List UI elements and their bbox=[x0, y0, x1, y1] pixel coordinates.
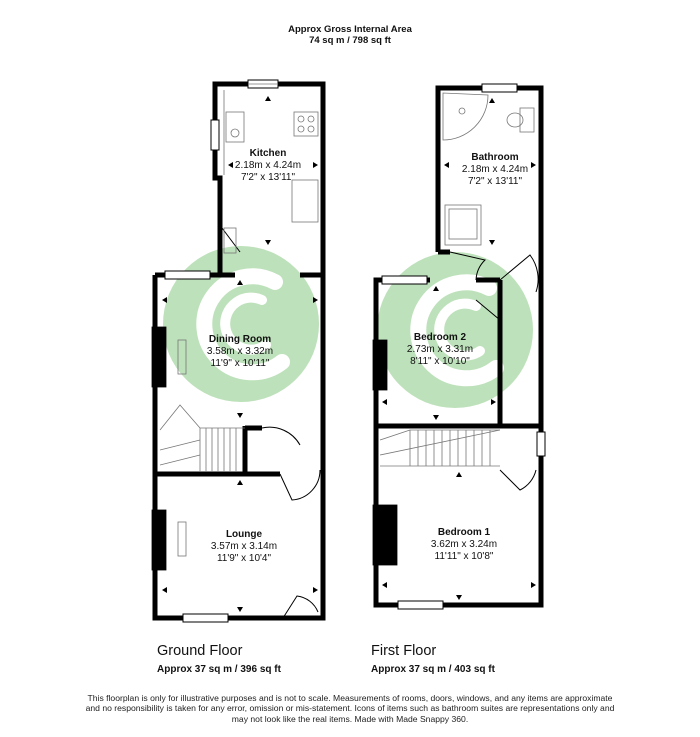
room-metric: 2.73m x 3.31m bbox=[406, 344, 474, 355]
room-name: Dining Room bbox=[208, 334, 272, 345]
room-name: Bathroom bbox=[471, 152, 519, 163]
disclaimer-line: This floorplan is only for illustrative purposes and is not to scale. Measurements of rooms, doors, windows, and any items are approximate bbox=[87, 693, 613, 703]
room-metric: 2.18m x 4.24m bbox=[461, 164, 529, 175]
room-metric: 3.58m x 3.32m bbox=[206, 346, 274, 357]
room-name: Kitchen bbox=[249, 148, 287, 159]
first-floor-area: Approx 37 sq m / 403 sq ft bbox=[371, 664, 495, 675]
room-imperial: 11'9" x 10'4" bbox=[216, 553, 272, 564]
room-metric: 2.18m x 4.24m bbox=[234, 160, 302, 171]
disclaimer bbox=[80, 693, 620, 724]
header-total-area: 74 sq m / 798 sq ft bbox=[309, 35, 391, 46]
header-title: Approx Gross Internal Area bbox=[288, 24, 412, 35]
room-label-lounge bbox=[184, 529, 304, 565]
first-floor-title: First Floor bbox=[371, 643, 437, 659]
room-metric: 3.57m x 3.14m bbox=[210, 541, 278, 552]
room-metric: 3.62m x 3.24m bbox=[430, 539, 498, 550]
room-imperial: 11'11" x 10'8" bbox=[434, 551, 494, 562]
room-imperial: 7'2" x 13'11" bbox=[467, 176, 523, 187]
watermark-first-icon bbox=[377, 252, 533, 408]
disclaimer-line: and no responsibility is taken for any error, omission or mis-statement. Icons of items such as bathroom suites are representations only and bbox=[85, 703, 615, 714]
room-imperial: 11'9" x 10'11" bbox=[210, 358, 270, 369]
ground-floor-area: Approx 37 sq m / 396 sq ft bbox=[157, 664, 281, 675]
room-name: Bedroom 1 bbox=[437, 527, 491, 538]
room-label-kitchen bbox=[220, 148, 316, 184]
room-label-dining-room bbox=[180, 334, 300, 370]
room-name: Lounge bbox=[225, 529, 263, 540]
room-imperial: 7'2" x 13'11" bbox=[240, 172, 296, 183]
disclaimer-line: may not look like the real items. Made with Made Snappy 360. bbox=[231, 713, 469, 724]
room-name: Bedroom 2 bbox=[413, 332, 467, 343]
room-imperial: 8'11" x 10'10" bbox=[410, 356, 470, 367]
room-label-bedroom-2 bbox=[384, 332, 496, 368]
watermark-ground-icon bbox=[163, 246, 319, 402]
room-label-bedroom-1 bbox=[404, 527, 524, 563]
ground-floor-title: Ground Floor bbox=[157, 643, 243, 659]
room-label-bathroom bbox=[440, 152, 550, 188]
